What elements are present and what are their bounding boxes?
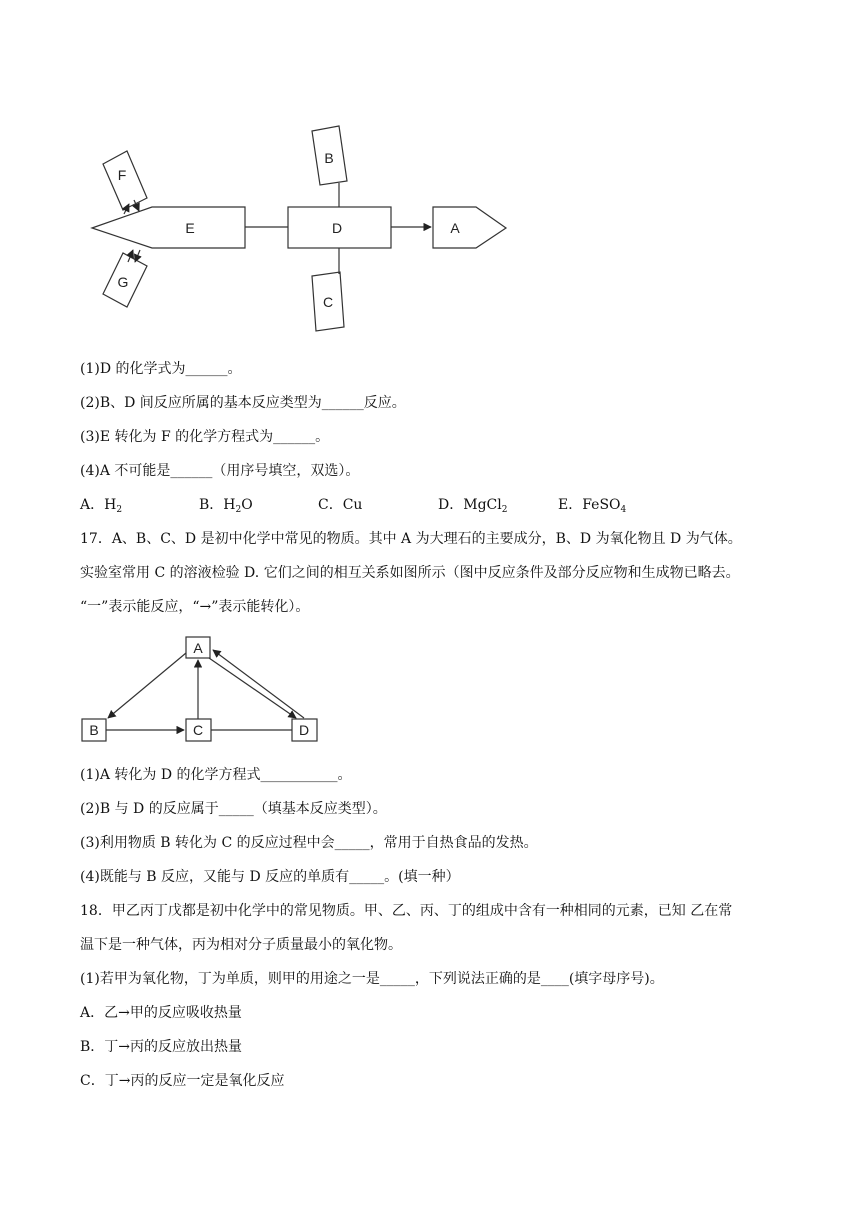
q17-item-3: (3)利用物质 B 转化为 C 的反应过程中会_____，常用于自热食品的发热。: [80, 835, 538, 851]
node-D-label: D: [331, 220, 343, 236]
arrow-A-D: [209, 658, 296, 718]
arrow-D-A: [213, 650, 304, 718]
q18-option-B: B．丁→丙的反应放出热量: [80, 1039, 243, 1055]
node-E-label: E: [185, 220, 195, 236]
q17-stem-2: 实验室常用 C 的溶液检验 D. 它们之间的相互关系如图所示（图中反应条件及部分反应物和生成物已略去。: [80, 565, 740, 581]
q16-item-2: (2)B、D 间反应所属的基本反应类型为______反应。: [80, 395, 406, 411]
q16-item-4: (4)A 不可能是______（用序号填空，双选）。: [80, 463, 360, 479]
node-A-text: A: [193, 640, 203, 656]
node-E-shape: [92, 207, 245, 248]
node-A-label: A: [450, 220, 460, 236]
reaction-diagram-1: [0, 0, 860, 345]
node-F-label: F: [117, 167, 127, 183]
q16-option-B: B．$H_2O$: [199, 497, 253, 515]
q18-stem-1: 18．甲乙丙丁戊都是初中化学中的常见物质。甲、乙、丙、丁的组成中含有一种相同的元素，已知 乙在常: [80, 903, 733, 919]
q16-item-3: (3)E 转化为 F 的化学方程式为______。: [80, 429, 330, 445]
q17-item-1: (1)A 转化为 D 的化学方程式___________。: [80, 767, 352, 783]
node-C-text: C: [192, 722, 204, 738]
q17-stem-1: 17．A、B、C、D 是初中化学中常见的物质。其中 A 为大理石的主要成分，B、D 为氧化物且 D 为气体。: [80, 531, 742, 547]
q18-option-C: C．丁→丙的反应一定是氧化反应: [80, 1073, 285, 1089]
q16-option-D: D．MgCl$_2$: [438, 497, 508, 515]
q16-item-1: (1)D 的化学式为______。: [80, 361, 242, 377]
q18-option-A: A．乙→甲的反应吸收热量: [80, 1005, 242, 1021]
q16-option-C: C．Cu: [318, 497, 363, 513]
node-B-label: B: [324, 150, 334, 166]
reaction-diagram-2: [0, 630, 860, 750]
q18-stem-2: 温下是一种气体，丙为相对分子质量最小的氧化物。: [80, 937, 402, 953]
q17-item-2: (2)B 与 D 的反应属于_____（填基本反应类型）。: [80, 801, 387, 817]
node-G-label: G: [117, 274, 129, 290]
q16-option-E: E．FeSO$_4$: [558, 497, 627, 515]
q17-stem-3: “一”表示能反应，“→”表示能转化）。: [80, 599, 310, 615]
node-D-text: D: [298, 722, 310, 738]
arrow-A-B: [108, 653, 186, 718]
q17-item-4: (4)既能与 B 反应，又能与 D 反应的单质有_____。(填一种）: [80, 869, 460, 885]
node-A-shape: [433, 207, 506, 248]
node-C-label: C: [322, 294, 334, 310]
q18-item-1: (1)若甲为氧化物，丁为单质，则甲的用途之一是_____，下列说法正确的是____(填字母序号)。: [80, 971, 664, 987]
q16-option-A: A．$H_2$: [80, 497, 123, 515]
node-B-text: B: [89, 722, 99, 738]
